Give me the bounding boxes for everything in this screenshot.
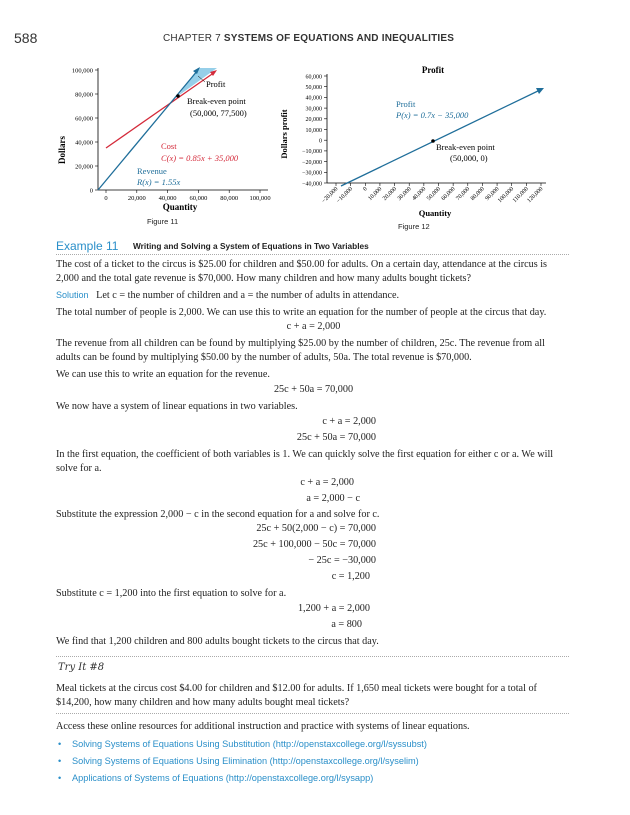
fig11-profit-label: Profit xyxy=(206,79,226,89)
fig11-xtick-label: 0 xyxy=(104,195,108,202)
fig12-xtick-label: 20,000 xyxy=(382,186,398,203)
resource-links xyxy=(58,736,427,787)
fig11-ytick-label: 20,000 xyxy=(75,163,93,171)
example-label: Example 11 xyxy=(56,239,119,253)
bullet-icon: • xyxy=(58,756,62,766)
tryit-text: Meal tickets at the circus cost $4.00 for children and $12.00 for adults. If 1,650 meal tickets were bought for a total of $14,200, how many children and how many adults bought meal tickets? xyxy=(56,683,537,708)
fig12-xtick-label: −20,000 xyxy=(321,186,340,205)
fig12-ytick-label: −30,000 xyxy=(302,170,322,177)
para-8: We find that 1,200 children and 800 adults bought tickets to the circus that day. xyxy=(56,636,379,647)
equation-2: 25c + 50a = 70,000 xyxy=(273,384,354,395)
page-number: 588 xyxy=(14,30,38,46)
fig11-revenue-eq: R(x) = 1.55x xyxy=(137,177,181,187)
chapter-prefix: CHAPTER 7 xyxy=(163,33,221,44)
fig11-breakeven-coords: (50,000, 77,500) xyxy=(190,108,247,118)
fig11-xlabel: Quantity xyxy=(162,202,198,212)
fig11-ytick-label: 80,000 xyxy=(75,91,93,99)
fig12-ytick-label: −10,000 xyxy=(302,149,322,156)
fig12-ytick-label: 30,000 xyxy=(305,106,322,113)
example-title: Writing and Solving a System of Equations in Two Variables xyxy=(133,241,369,251)
example-problem: The cost of a ticket to the circus is $25.00 for children and $50.00 for adults. On a certain day, attendance at the circus is 2,000 and the total gate revenue is $70,000. How many children and how many adults bought tickets? xyxy=(56,259,548,284)
fig12-ytick-label: 20,000 xyxy=(305,117,322,124)
fig12-xtick-label: 120,000 xyxy=(526,186,545,205)
fig12-ytick-label: 0 xyxy=(319,138,322,145)
fig12-xtick-label: 0 xyxy=(362,186,369,193)
fig12-ytick-label: −20,000 xyxy=(302,159,322,166)
solution-intro: Let c = the number of children and a = the number of adults in attendance. xyxy=(96,290,400,301)
fig11-cost-label: Cost xyxy=(161,141,177,151)
para-5: In the first equation, the coefficient of both variables is 1. We can quickly solve the first equation for either c or a. We will solve for a. xyxy=(56,449,554,474)
solve-eq-1: c + a = 2,000 xyxy=(300,477,354,488)
step-eq-4: c = 1,200 xyxy=(331,571,370,582)
fig12-xlabel: Quantity xyxy=(418,208,452,218)
fig11-ytick-label: 40,000 xyxy=(75,139,93,147)
bullet-icon: • xyxy=(58,773,62,783)
fig11-cost-eq: C(x) = 0.85x + 35,000 xyxy=(161,153,239,163)
fig11-breakeven-label: Break-even point xyxy=(187,96,246,106)
fig12-xtick-label: 110,000 xyxy=(511,186,530,205)
fig11-xtick-label: 100,000 xyxy=(249,195,271,202)
step-eq-1: 25c + 50(2,000 − c) = 70,000 xyxy=(256,523,376,534)
fig12-xtick-label: 50,000 xyxy=(426,186,442,203)
fig12-breakeven-point xyxy=(431,139,435,143)
tryit-divider-top xyxy=(56,656,569,657)
fig11-ytick-label: 100,000 xyxy=(71,67,93,75)
fig12-xtick-label: 60,000 xyxy=(440,186,457,203)
fig12-xtick-label: 10,000 xyxy=(367,186,384,203)
fig12-xtick-label: −10,000 xyxy=(335,186,355,205)
fig12-xtick-label: 70,000 xyxy=(455,186,472,203)
para-2: The revenue from all children can be found by multiplying $25.00 by the number of children, 25c. The revenue from all adults can be found by multiplying $50.00 by the number of adults, 50a. The total revenue is $70,000. xyxy=(56,338,545,363)
para-6: Substitute the expression 2,000 − c in the second equation for a and solve for c. xyxy=(56,509,380,520)
tryit-label: Try It #8 xyxy=(58,662,105,673)
tryit-divider-bottom xyxy=(56,713,569,714)
resource-link-2-text[interactable]: Solving Systems of Equations Using Elimination (http://openstaxcollege.org/l/syselim) xyxy=(72,756,419,766)
fig11-xtick-label: 80,000 xyxy=(220,195,239,202)
fig11-ylabel: Dollars xyxy=(57,136,67,164)
para-1: The total number of people is 2,000. We can use this to write an equation for the number of people at the circus that day. xyxy=(56,307,547,318)
fig11-xtick-label: 40,000 xyxy=(158,195,177,202)
fig11-ytick-label: 60,000 xyxy=(75,115,93,123)
step-eq-3: − 25c = −30,000 xyxy=(308,555,376,566)
fig12-breakeven-coords: (50,000, 0) xyxy=(450,153,488,163)
para-7: Substitute c = 1,200 into the first equation to solve for a. xyxy=(56,588,287,599)
fig12-title: Profit xyxy=(421,65,445,75)
sub-eq-1: 1,200 + a = 2,000 xyxy=(297,603,370,614)
fig11-breakeven-point xyxy=(176,94,180,98)
fig12-profit-line xyxy=(341,90,540,186)
fig11-revenue-label: Revenue xyxy=(137,166,167,176)
fig12-profit-eq: P(x) = 0.7x − 35,000 xyxy=(396,110,469,120)
resources-intro: Access these online resources for additional instruction and practice with systems of linear equations. xyxy=(56,721,470,732)
para-4: We now have a system of linear equations in two variables. xyxy=(56,401,298,412)
para-3: We can use this to write an equation for the revenue. xyxy=(56,369,270,380)
bullet-icon: • xyxy=(58,739,62,749)
step-eq-2: 25c + 100,000 − 50c = 70,000 xyxy=(252,539,376,550)
fig12-ylabel: Dollars profit xyxy=(279,109,289,159)
fig12-breakeven-label: Break-even point xyxy=(436,142,495,152)
chapter-header xyxy=(163,33,454,44)
resource-link-2[interactable] xyxy=(58,753,427,770)
resource-link-3[interactable] xyxy=(58,770,427,787)
resource-link-3-text[interactable]: Applications of Systems of Equations (http://openstaxcollege.org/l/sysapp) xyxy=(72,773,374,783)
fig11-xtick-label: 60,000 xyxy=(189,195,208,202)
fig12-xtick-label: 100,000 xyxy=(497,186,516,205)
resource-link-1-text[interactable]: Solving Systems of Equations Using Substitution (http://openstaxcollege.org/l/syssubst) xyxy=(72,739,427,749)
fig12-xtick-label: 80,000 xyxy=(469,186,486,203)
fig12-profit-label: Profit xyxy=(396,99,416,109)
resource-link-1[interactable] xyxy=(58,736,427,753)
solution-label: Solution xyxy=(56,290,89,300)
fig11-xtick-label: 20,000 xyxy=(127,195,146,202)
figure-11 xyxy=(50,62,280,212)
figure-12 xyxy=(278,64,560,222)
fig12-ytick-label: 50,000 xyxy=(305,85,322,91)
figure-12-caption: Figure 12 xyxy=(398,222,430,231)
system-eq-2: 25c + 50a = 70,000 xyxy=(296,432,376,443)
fig11-ytick-label: 0 xyxy=(89,187,93,195)
figure-11-caption: Figure 11 xyxy=(147,217,179,226)
equation-1: c + a = 2,000 xyxy=(286,321,341,332)
sub-eq-2: a = 800 xyxy=(331,619,362,630)
fig12-xtick-label: 30,000 xyxy=(396,186,413,203)
example-divider xyxy=(56,254,569,255)
solve-eq-2: a = 2,000 − c xyxy=(306,493,360,504)
fig12-ytick-label: 60,000 xyxy=(305,74,322,81)
fig12-ytick-label: −40,000 xyxy=(302,181,322,188)
fig12-ytick-label: 10,000 xyxy=(305,127,322,134)
fig12-xtick-label: 40,000 xyxy=(411,186,428,203)
fig12-ytick-label: 40,000 xyxy=(305,95,322,102)
fig12-xtick-label: 90,000 xyxy=(484,186,501,203)
solution-line xyxy=(56,288,571,303)
system-eq-1: c + a = 2,000 xyxy=(322,416,376,427)
chapter-title: SYSTEMS OF EQUATIONS AND INEQUALITIES xyxy=(223,33,455,44)
